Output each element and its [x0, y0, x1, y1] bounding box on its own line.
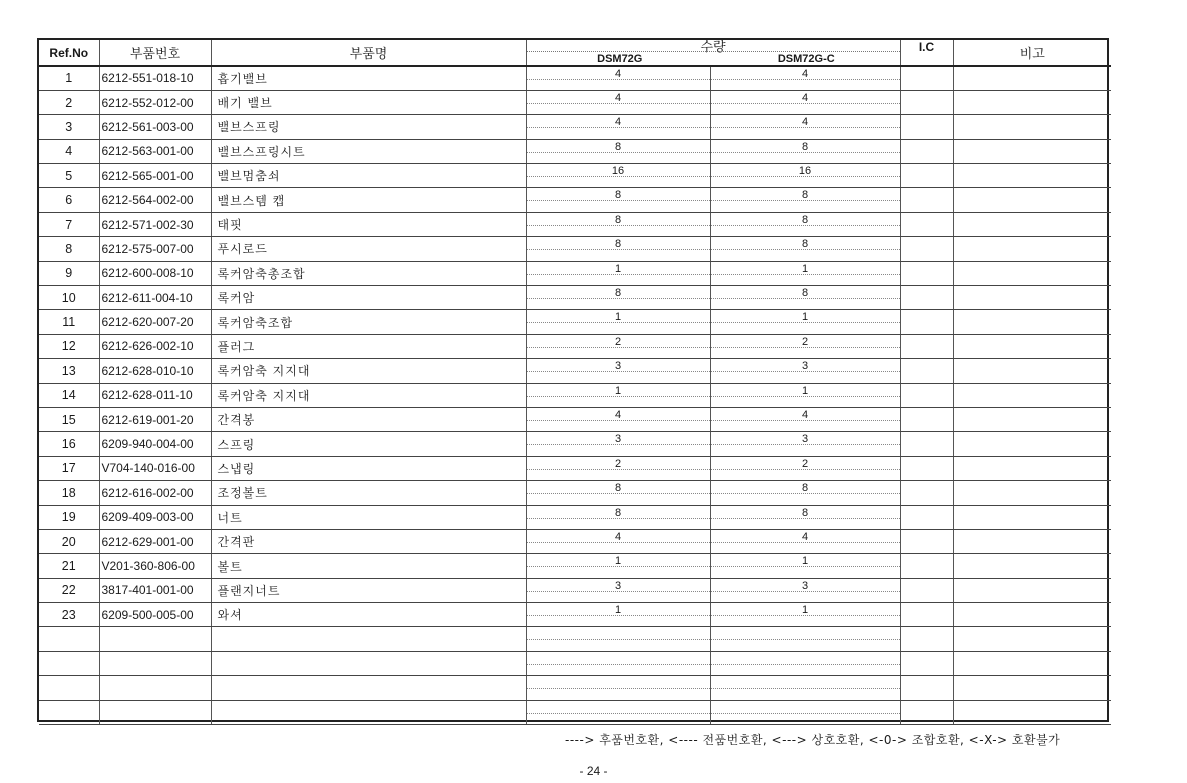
part-name: 푸시로드	[211, 237, 526, 261]
quantity-value: 1	[614, 384, 622, 397]
ic-cell	[900, 90, 953, 114]
part-name: 밸브스프링시트	[211, 139, 526, 163]
ic-cell	[900, 651, 953, 675]
ref-number: 13	[39, 359, 99, 383]
part-name	[211, 676, 526, 700]
empty-row	[39, 627, 1111, 651]
ic-cell	[900, 334, 953, 358]
part-number: V201-360-806-00	[99, 554, 211, 578]
part-number: V704-140-016-00	[99, 456, 211, 480]
quantity-value: 4	[614, 116, 622, 129]
remarks-cell	[953, 310, 1111, 334]
quantity-value: 3	[614, 433, 622, 446]
quantity-model-2	[710, 286, 900, 310]
remarks-cell	[953, 651, 1111, 675]
quantity-model-1	[526, 505, 710, 529]
ic-cell	[900, 139, 953, 163]
ic-cell	[900, 115, 953, 139]
table-row	[39, 359, 1111, 383]
empty-row	[39, 700, 1111, 724]
empty-row	[39, 651, 1111, 675]
quantity-model-1	[526, 383, 710, 407]
quantity-value: 1	[614, 604, 622, 617]
ic-cell	[900, 603, 953, 627]
quantity-model-2	[710, 383, 900, 407]
part-number: 6212-565-001-00	[99, 164, 211, 188]
quantity-model-2	[710, 66, 900, 90]
remarks-cell	[953, 383, 1111, 407]
quantity-value: 3	[801, 360, 809, 373]
quantity-value: 1	[614, 262, 622, 275]
part-name: 태핏	[211, 212, 526, 236]
quantity-model-1	[526, 651, 710, 675]
table-row	[39, 432, 1111, 456]
ref-number: 9	[39, 261, 99, 285]
remarks-cell	[953, 334, 1111, 358]
quantity-value: 8	[801, 238, 809, 251]
quantity-value: 3	[801, 433, 809, 446]
ref-number: 3	[39, 115, 99, 139]
quantity-value: 16	[798, 165, 812, 178]
part-name: 록커암축 지지대	[211, 383, 526, 407]
quantity-value: 8	[614, 238, 622, 251]
quantity-value: 4	[614, 68, 622, 80]
ref-number: 10	[39, 286, 99, 310]
quantity-model-2	[710, 237, 900, 261]
quantity-value: 3	[614, 360, 622, 373]
part-name: 배기 밸브	[211, 90, 526, 114]
ref-number	[39, 676, 99, 700]
ic-cell	[900, 261, 953, 285]
quantity-value: 1	[614, 555, 622, 568]
ref-number: 18	[39, 481, 99, 505]
ref-number	[39, 700, 99, 724]
ref-number: 2	[39, 90, 99, 114]
part-name: 와셔	[211, 603, 526, 627]
part-name: 스냅링	[211, 456, 526, 480]
remarks-cell	[953, 603, 1111, 627]
quantity-value: 8	[801, 506, 809, 519]
quantity-model-1	[526, 554, 710, 578]
ic-cell	[900, 310, 953, 334]
quantity-model-1	[526, 700, 710, 724]
quantity-value: 8	[614, 506, 622, 519]
empty-row	[39, 676, 1111, 700]
part-number: 6212-619-001-20	[99, 407, 211, 431]
quantity-value: 1	[801, 555, 809, 568]
table-row	[39, 334, 1111, 358]
ref-number: 20	[39, 529, 99, 553]
remarks-cell	[953, 286, 1111, 310]
part-number: 6212-629-001-00	[99, 529, 211, 553]
quantity-model-1	[526, 237, 710, 261]
part-number: 6212-620-007-20	[99, 310, 211, 334]
quantity-model-1	[526, 212, 710, 236]
quantity-value: 8	[801, 140, 809, 153]
part-number: 6212-575-007-00	[99, 237, 211, 261]
part-name: 플랜지너트	[211, 578, 526, 602]
ic-cell	[900, 432, 953, 456]
ref-number: 1	[39, 66, 99, 90]
quantity-model-2	[710, 529, 900, 553]
ic-cell	[900, 627, 953, 651]
part-number: 6209-500-005-00	[99, 603, 211, 627]
quantity-value: 8	[614, 140, 622, 153]
remarks-cell	[953, 676, 1111, 700]
remarks-cell	[953, 66, 1111, 90]
remarks-cell	[953, 90, 1111, 114]
quantity-model-1	[526, 432, 710, 456]
quantity-model-2	[710, 359, 900, 383]
remarks-cell	[953, 505, 1111, 529]
quantity-model-2	[710, 139, 900, 163]
quantity-model-2	[710, 603, 900, 627]
quantity-value: 4	[614, 91, 622, 104]
quantity-model-2	[710, 554, 900, 578]
part-number: 6212-564-002-00	[99, 188, 211, 212]
table-row	[39, 407, 1111, 431]
quantity-model-1	[526, 481, 710, 505]
quantity-value: 2	[614, 457, 622, 470]
quantity-value: 8	[801, 482, 809, 495]
part-name: 너트	[211, 505, 526, 529]
part-name: 간격판	[211, 529, 526, 553]
part-number: 6212-571-002-30	[99, 212, 211, 236]
quantity-model-2	[710, 261, 900, 285]
ic-cell	[900, 383, 953, 407]
quantity-model-2	[710, 432, 900, 456]
table-row	[39, 115, 1111, 139]
table-row	[39, 66, 1111, 90]
table-row	[39, 603, 1111, 627]
ref-number: 12	[39, 334, 99, 358]
ic-cell	[900, 237, 953, 261]
quantity-model-2	[710, 505, 900, 529]
part-number: 6212-616-002-00	[99, 481, 211, 505]
remarks-cell	[953, 261, 1111, 285]
quantity-model-2	[710, 651, 900, 675]
remarks-cell	[953, 164, 1111, 188]
table-row	[39, 383, 1111, 407]
part-name: 스프링	[211, 432, 526, 456]
remarks-cell	[953, 432, 1111, 456]
quantity-model-2	[710, 407, 900, 431]
table-row	[39, 261, 1111, 285]
part-name	[211, 627, 526, 651]
remarks-cell	[953, 115, 1111, 139]
quantity-model-1	[526, 676, 710, 700]
ic-cell	[900, 700, 953, 724]
remarks-cell	[953, 212, 1111, 236]
table-header-row	[39, 40, 1111, 66]
quantity-value: 4	[801, 68, 809, 80]
quantity-value: 8	[614, 213, 622, 226]
ic-cell	[900, 359, 953, 383]
quantity-value: 8	[801, 287, 809, 300]
parts-table	[39, 40, 1111, 725]
quantity-model-2	[710, 578, 900, 602]
quantity-model-1	[526, 286, 710, 310]
remarks-cell	[953, 407, 1111, 431]
quantity-model-2	[710, 212, 900, 236]
quantity-value: 1	[614, 311, 622, 324]
quantity-value: 16	[611, 165, 625, 178]
ref-number: 16	[39, 432, 99, 456]
quantity-value: 1	[801, 384, 809, 397]
quantity-model-2	[710, 310, 900, 334]
parts-list-sheet	[37, 38, 1109, 722]
part-name: 밸브멈춤쇠	[211, 164, 526, 188]
ref-number: 19	[39, 505, 99, 529]
part-name: 록커암축조합	[211, 310, 526, 334]
part-number: 6212-600-008-10	[99, 261, 211, 285]
header-part-name: 부품명	[211, 40, 526, 66]
ref-number: 22	[39, 578, 99, 602]
table-row	[39, 90, 1111, 114]
ref-number	[39, 627, 99, 651]
ic-cell	[900, 188, 953, 212]
ic-cell	[900, 578, 953, 602]
remarks-cell	[953, 359, 1111, 383]
part-name: 록커암축총조합	[211, 261, 526, 285]
part-number: 6212-611-004-10	[99, 286, 211, 310]
part-name: 록커암축 지지대	[211, 359, 526, 383]
ref-number: 21	[39, 554, 99, 578]
ref-number: 15	[39, 407, 99, 431]
quantity-model-1	[526, 456, 710, 480]
part-number: 6212-551-018-10	[99, 66, 211, 90]
remarks-cell	[953, 139, 1111, 163]
ic-cell	[900, 676, 953, 700]
remarks-cell	[953, 481, 1111, 505]
table-row	[39, 505, 1111, 529]
ref-number: 23	[39, 603, 99, 627]
quantity-model-2	[710, 627, 900, 651]
ref-number	[39, 651, 99, 675]
quantity-value: 1	[801, 262, 809, 275]
ref-number: 4	[39, 139, 99, 163]
remarks-cell	[953, 529, 1111, 553]
ref-number: 7	[39, 212, 99, 236]
ic-cell	[900, 164, 953, 188]
interchange-legend: ----> 후품번호환, <---- 전품번호환, <---> 상호호환, <-0-> 조합호환, <-X-> 호환불가	[565, 733, 1061, 747]
part-name: 밸브스템 캡	[211, 188, 526, 212]
quantity-value: 4	[801, 91, 809, 104]
quantity-model-1	[526, 90, 710, 114]
part-number: 6212-626-002-10	[99, 334, 211, 358]
quantity-value: 8	[801, 213, 809, 226]
ref-number: 6	[39, 188, 99, 212]
table-row	[39, 481, 1111, 505]
ic-cell	[900, 554, 953, 578]
part-name: 플러그	[211, 334, 526, 358]
quantity-model-2	[710, 115, 900, 139]
header-models	[527, 51, 900, 65]
quantity-model-1	[526, 627, 710, 651]
part-name: 흡기밸브	[211, 66, 526, 90]
quantity-model-1	[526, 66, 710, 90]
table-row	[39, 310, 1111, 334]
quantity-model-1	[526, 578, 710, 602]
quantity-model-1	[526, 164, 710, 188]
ref-number: 11	[39, 310, 99, 334]
remarks-cell	[953, 237, 1111, 261]
quantity-value: 1	[801, 604, 809, 617]
quantity-model-1	[526, 359, 710, 383]
ref-number: 8	[39, 237, 99, 261]
quantity-model-1	[526, 115, 710, 139]
part-number: 6212-563-001-00	[99, 139, 211, 163]
part-number	[99, 700, 211, 724]
quantity-value: 4	[614, 408, 622, 421]
part-name: 간격봉	[211, 407, 526, 431]
part-name: 볼트	[211, 554, 526, 578]
header-model-2: DSM72G-C	[777, 53, 835, 65]
quantity-value: 2	[614, 335, 622, 348]
quantity-value: 4	[801, 408, 809, 421]
part-number: 6212-561-003-00	[99, 115, 211, 139]
part-name	[211, 700, 526, 724]
table-row	[39, 554, 1111, 578]
part-number	[99, 627, 211, 651]
quantity-model-1	[526, 139, 710, 163]
table-body	[39, 66, 1111, 725]
table-row	[39, 139, 1111, 163]
remarks-cell	[953, 700, 1111, 724]
header-model-1: DSM72G	[597, 53, 643, 65]
quantity-value: 8	[801, 189, 809, 202]
quantity-model-1	[526, 603, 710, 627]
remarks-cell	[953, 456, 1111, 480]
quantity-model-2	[710, 90, 900, 114]
part-name	[211, 651, 526, 675]
ref-number: 5	[39, 164, 99, 188]
part-number: 6209-409-003-00	[99, 505, 211, 529]
ic-cell	[900, 456, 953, 480]
quantity-model-2	[710, 188, 900, 212]
header-ref-no: Ref.No	[39, 40, 99, 66]
part-number: 6212-552-012-00	[99, 90, 211, 114]
header-ic: I.C	[900, 40, 953, 66]
quantity-model-2	[710, 334, 900, 358]
table-row	[39, 212, 1111, 236]
quantity-model-2	[710, 164, 900, 188]
part-number: 6209-940-004-00	[99, 432, 211, 456]
ic-cell	[900, 505, 953, 529]
part-number	[99, 676, 211, 700]
quantity-value: 2	[801, 335, 809, 348]
ic-cell	[900, 481, 953, 505]
quantity-value: 2	[801, 457, 809, 470]
ic-cell	[900, 286, 953, 310]
remarks-cell	[953, 554, 1111, 578]
ic-cell	[900, 529, 953, 553]
quantity-value: 3	[801, 579, 809, 592]
table-row	[39, 456, 1111, 480]
remarks-cell	[953, 578, 1111, 602]
ic-cell	[900, 66, 953, 90]
table-row	[39, 578, 1111, 602]
table-row	[39, 188, 1111, 212]
quantity-value: 8	[614, 287, 622, 300]
header-quantity	[526, 40, 900, 66]
part-number: 6212-628-010-10	[99, 359, 211, 383]
quantity-model-2	[710, 481, 900, 505]
quantity-model-2	[710, 676, 900, 700]
part-number	[99, 651, 211, 675]
ic-cell	[900, 407, 953, 431]
header-part-number: 부품번호	[99, 40, 211, 66]
ic-cell	[900, 212, 953, 236]
ref-number: 14	[39, 383, 99, 407]
remarks-cell	[953, 627, 1111, 651]
table-row	[39, 237, 1111, 261]
header-quantity-title: 수량	[700, 40, 726, 55]
quantity-model-1	[526, 407, 710, 431]
part-name: 록커암	[211, 286, 526, 310]
quantity-value: 4	[801, 530, 809, 543]
quantity-value: 8	[614, 482, 622, 495]
quantity-model-1	[526, 310, 710, 334]
part-name: 조정볼트	[211, 481, 526, 505]
quantity-model-1	[526, 334, 710, 358]
remarks-cell	[953, 188, 1111, 212]
quantity-value: 3	[614, 579, 622, 592]
quantity-value: 4	[801, 116, 809, 129]
quantity-value: 8	[614, 189, 622, 202]
table-row	[39, 286, 1111, 310]
ref-number: 17	[39, 456, 99, 480]
quantity-model-1	[526, 529, 710, 553]
part-number: 3817-401-001-00	[99, 578, 211, 602]
quantity-value: 1	[801, 311, 809, 324]
quantity-model-1	[526, 261, 710, 285]
part-number: 6212-628-011-10	[99, 383, 211, 407]
quantity-value: 4	[614, 530, 622, 543]
quantity-model-1	[526, 188, 710, 212]
quantity-model-2	[710, 700, 900, 724]
quantity-model-2	[710, 456, 900, 480]
page-number: - 24 -	[579, 764, 608, 778]
table-row	[39, 529, 1111, 553]
part-name: 밸브스프링	[211, 115, 526, 139]
table-row	[39, 164, 1111, 188]
header-remarks: 비고	[953, 40, 1111, 66]
